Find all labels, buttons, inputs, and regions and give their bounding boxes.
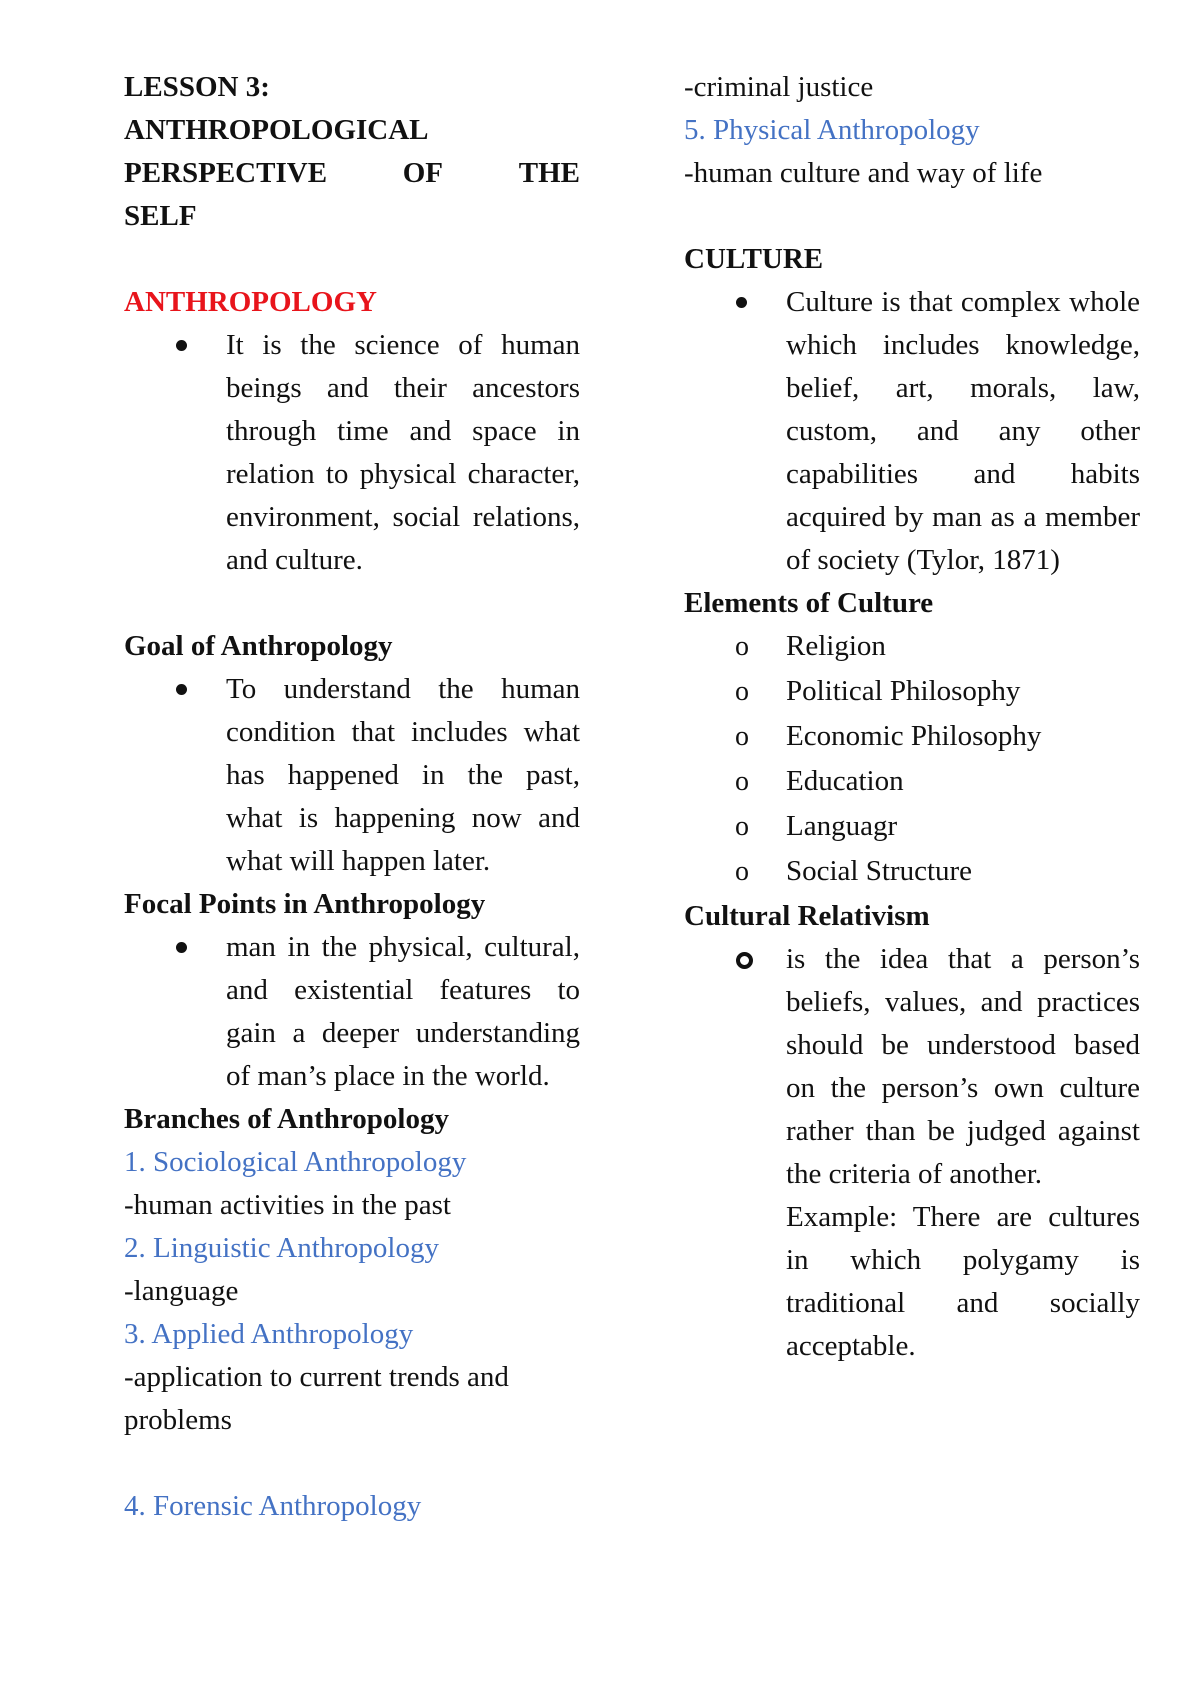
branch-3-name: 3. Applied Anthropology	[124, 1318, 414, 1350]
anthropology-definition: It is the science of human beings and their ancestors through time and space in relation to physical character, environment, social relations, and culture.	[226, 329, 580, 576]
element-label: Economic Philosophy	[786, 720, 1042, 752]
circle-bullet-icon: o	[735, 676, 749, 707]
circle-bullet-icon: o	[735, 856, 749, 887]
spacer	[124, 1442, 580, 1485]
culture-definition-item	[684, 281, 1140, 582]
branch-1-name: 1. Sociological Anthropology	[124, 1146, 467, 1178]
anthropology-definition-item	[124, 324, 580, 582]
branch-1-desc: -human activities in the past	[124, 1189, 451, 1221]
title-word-2: OF	[402, 157, 444, 189]
elements-heading: Elements of Culture	[684, 587, 934, 619]
circle-bullet-icon: o	[735, 811, 749, 842]
goal-item	[124, 668, 580, 883]
branches-heading: Branches of Anthropology	[124, 1103, 449, 1135]
spacer	[124, 582, 580, 625]
list-item	[684, 715, 1140, 760]
focal-heading: Focal Points in Anthropology	[124, 888, 486, 920]
list-item	[684, 760, 1140, 805]
branch-4-desc: -criminal justice	[684, 71, 874, 103]
element-label: Social Structure	[786, 855, 973, 887]
title-word-1: PERSPECTIVE	[124, 157, 328, 189]
spacer	[684, 195, 1140, 238]
branch-5-desc: -human culture and way of life	[684, 157, 1043, 189]
focal-item	[124, 926, 580, 1098]
element-label: Languagr	[786, 810, 898, 842]
focal-text: man in the physical, cultural, and existential features to gain a deeper understanding of man’s place in the world.	[226, 931, 580, 1092]
circle-bullet-icon: o	[735, 721, 749, 752]
element-label: Religion	[786, 630, 886, 662]
branch-2-name: 2. Linguistic Anthropology	[124, 1232, 439, 1264]
bullet-icon	[176, 942, 187, 953]
list-item	[684, 625, 1140, 670]
title-line-3	[124, 152, 580, 195]
elements-list	[684, 625, 1140, 895]
culture-definition: Culture is that complex whole which includes knowledge, belief, art, morals, law, custom, and any other capabilities and habits acquired by man as a member of society (Tylor, 1871)	[786, 286, 1140, 576]
branch-5-name: 5. Physical Anthropology	[684, 114, 980, 146]
bullet-icon	[736, 297, 747, 308]
circle-bullet-icon: o	[735, 766, 749, 797]
relativism-text: is the idea that a person’s beliefs, values, and practices should be understood based on the person’s own culture rather than be judged against the criteria of another.	[786, 943, 1140, 1190]
goal-heading: Goal of Anthropology	[124, 630, 393, 662]
hollow-circle-bullet-icon	[736, 952, 753, 969]
anthropology-heading: ANTHROPOLOGY	[124, 286, 377, 318]
right-column	[684, 66, 1140, 1368]
branch-2-desc: -language	[124, 1275, 239, 1307]
title-word-3: THE	[518, 157, 580, 189]
title-line-1: LESSON 3:	[124, 71, 270, 103]
relativism-heading: Cultural Relativism	[684, 900, 930, 932]
title-line-2: ANTHROPOLOGICAL	[124, 114, 429, 146]
relativism-example: Example: There are cultures in which polygamy is traditional and socially acceptable.	[786, 1201, 1140, 1362]
list-item	[684, 670, 1140, 715]
element-label: Political Philosophy	[786, 675, 1021, 707]
spacer	[124, 238, 580, 281]
lesson-title	[124, 66, 580, 238]
bullet-icon	[176, 684, 187, 695]
left-column	[124, 66, 580, 1528]
title-line-4: SELF	[124, 200, 197, 232]
goal-text: To understand the human condition that includes what has happened in the past, what is happening now and what will happen later.	[226, 673, 580, 877]
circle-bullet-icon: o	[735, 631, 749, 662]
element-label: Education	[786, 765, 904, 797]
bullet-icon	[176, 340, 187, 351]
culture-heading: CULTURE	[684, 243, 824, 275]
relativism-item	[684, 938, 1140, 1368]
list-item	[684, 805, 1140, 850]
list-item	[684, 850, 1140, 895]
branch-4-name: 4. Forensic Anthropology	[124, 1490, 422, 1522]
branch-3-desc: -application to current trends and problems	[124, 1361, 509, 1436]
